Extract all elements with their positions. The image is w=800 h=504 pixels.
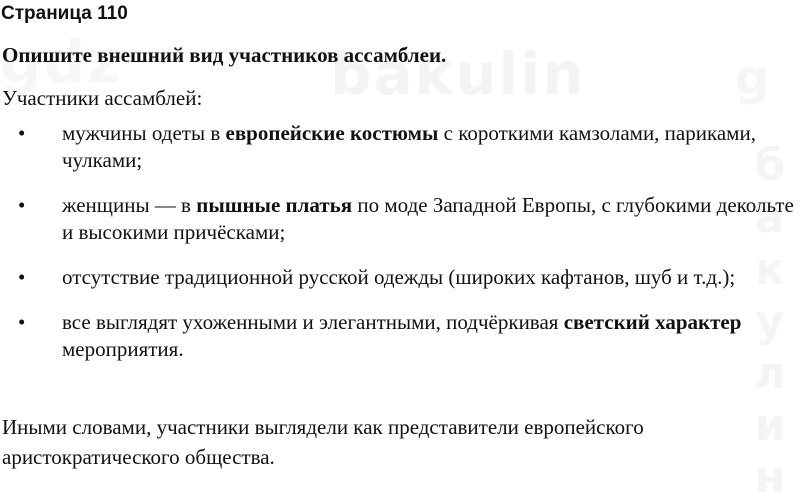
bullet-icon: • [18, 121, 26, 145]
list-item [0, 264, 800, 291]
item-text-bold: европейские костюмы [225, 121, 439, 145]
item-text-bold: пышные платья [196, 193, 353, 217]
item-text-bold: светский характер [563, 310, 742, 334]
conclusion-text: Иными словами, участники выглядели как представители европейского аристократического общества. [2, 415, 644, 469]
item-text-start: женщины — в [62, 193, 197, 217]
list-item [0, 309, 800, 363]
item-text-start: все выглядят ухоженными и элегантными, подчёркивая [62, 310, 564, 334]
question-heading: Опишите внешний вид участников ассамблеи. [2, 43, 447, 67]
bullet-icon: • [18, 310, 26, 334]
item-text-start: отсутствие традиционной русской одежды (широких кафтанов, шуб и т.д.); [62, 265, 736, 289]
item-text-start: мужчины одеты в [62, 121, 226, 145]
item-text-end: с короткими камзолами, париками, чулками; [62, 121, 756, 172]
item-text-end: по моде Западной Европы, с глубокими декольте и высокими причёсками; [62, 193, 794, 244]
list-item [0, 120, 800, 174]
bullet-icon: • [18, 193, 26, 217]
page-number-heading: Страница 110 [1, 3, 128, 24]
bullet-icon: • [18, 265, 26, 289]
item-text-end: мероприятия. [62, 337, 184, 361]
list-item [0, 192, 800, 246]
intro-text: Участники ассамблей: [2, 86, 203, 110]
answer-list [0, 120, 800, 381]
watermark-right [735, 50, 771, 106]
